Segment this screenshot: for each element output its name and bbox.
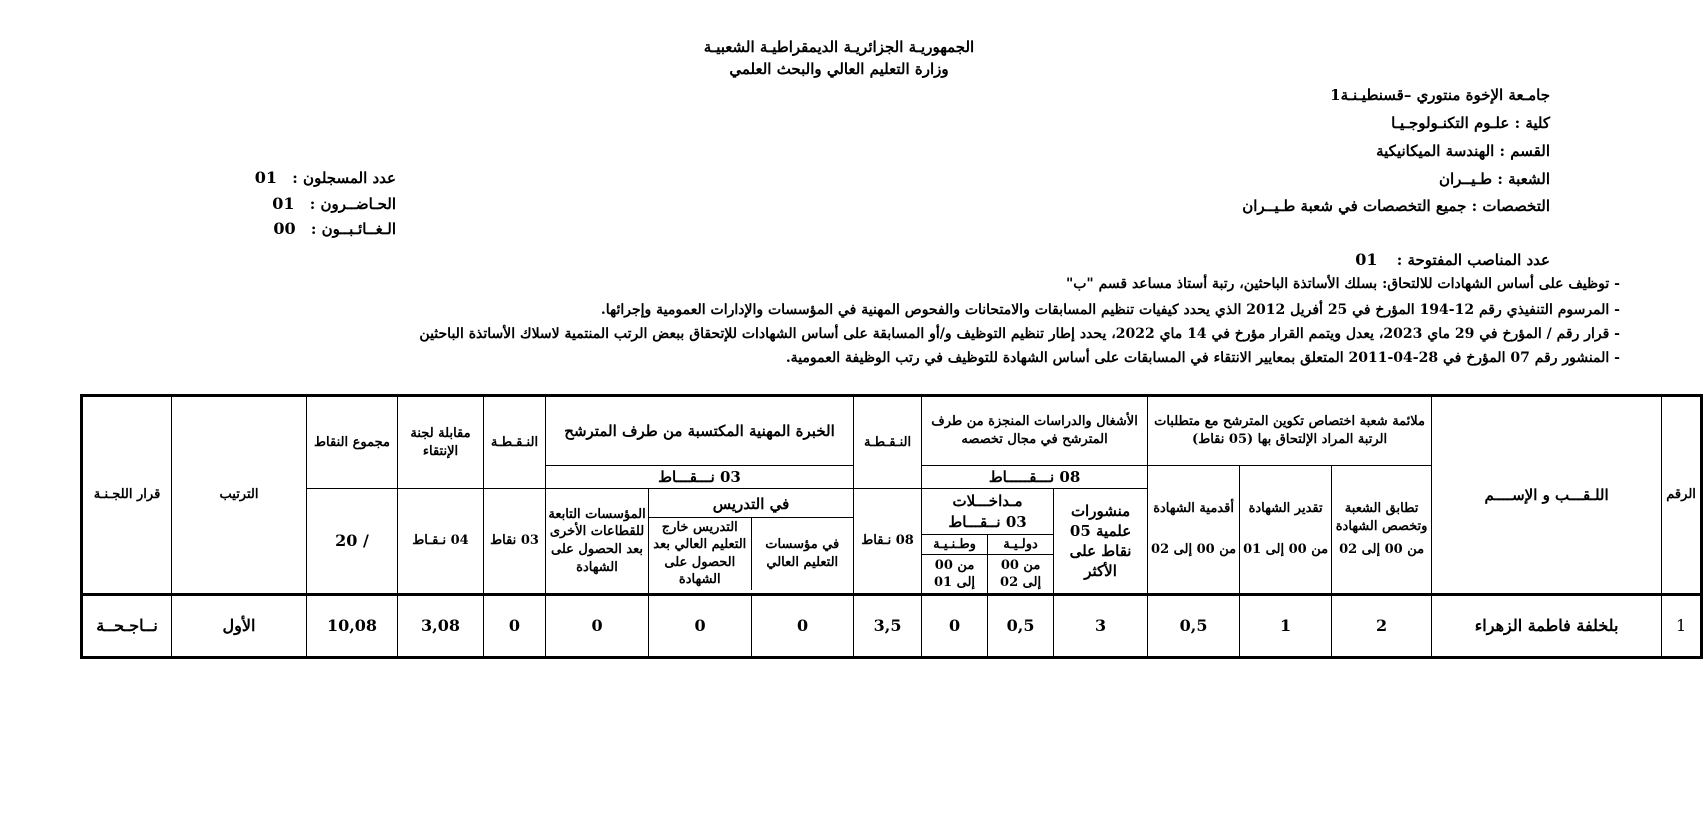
header-publications: منشورات علمية 05 نقاط على الأكثر — [1054, 489, 1148, 595]
header-rank: الترتيب — [172, 396, 307, 595]
talks-natl-range: من 00 إلى 01 — [934, 557, 976, 591]
cell-teach-in: 0 — [752, 594, 854, 657]
header-fit: ملائمة شعبة اختصاص تكوين المترشح مع متطلبات الرتبة المراد الإلتحاق بها (05 نقاط) — [1148, 396, 1432, 466]
header-talks — [922, 489, 1054, 595]
ministry-title: وزارة التعليم العالي والبحث العلمي — [729, 60, 949, 78]
registered-stat — [256, 168, 396, 187]
fit-grade-range: من 00 إلى 01 — [1243, 542, 1329, 558]
header-other-institutions: المؤسسات التابعة للقطاعات الأخرى بعد الحصول على الشهادة — [546, 489, 649, 595]
fit-age-label: أقدمية الشهادة — [1153, 500, 1234, 516]
talks-subtable — [922, 489, 1053, 593]
fit-match-label: تطابق الشعبة وتخصص الشهادة — [1335, 501, 1428, 534]
header-name: اللـقـــب و الإســــم — [1432, 396, 1662, 595]
cell-interview: 3,08 — [398, 594, 484, 657]
open-positions — [1355, 250, 1550, 269]
header-score2-points: 03 نقاط — [484, 489, 546, 595]
present-label: الحـاضــرون : — [309, 195, 396, 213]
cell-publications: 3 — [1054, 594, 1148, 657]
faculty-line: كلية : علـوم التكنـولوجـيـا — [1391, 114, 1550, 132]
republic-title: الجمهوريـة الجزائريـة الديمقراطيـة الشعبيـة — [703, 38, 975, 56]
cell-decision: نــاجـحــة — [82, 594, 172, 657]
header-works-points: 08 نـــقـــــاط — [922, 466, 1148, 489]
cell-fit-grade: 1 — [1240, 594, 1332, 657]
cell-num: 1 — [1662, 594, 1702, 657]
absent-label: الـغــائـبــون : — [310, 220, 396, 238]
header-interview-points: 04 نـقـاط — [398, 489, 484, 595]
absent-stat — [256, 219, 396, 238]
cell-name: بلخلفة فاطمة الزهراء — [1432, 594, 1662, 657]
talks-intl-range: من 00 إلى 02 — [988, 555, 1054, 593]
header-score1: النـقـطـة — [854, 396, 922, 489]
cell-other: 0 — [546, 594, 649, 657]
header-experience: الخبرة المهنية المكتسبة من طرف المترشح — [546, 396, 854, 466]
absent-value: 00 — [273, 219, 296, 238]
header-score1-points: 08 نـقاط — [854, 489, 922, 595]
header-fit-grade — [1240, 466, 1332, 595]
header-decision: قرار اللجـنـة — [82, 396, 172, 595]
results-table — [80, 394, 1703, 659]
cell-intl: 0,5 — [988, 594, 1054, 657]
cell-fit-age: 0,5 — [1148, 594, 1240, 657]
open-positions-label: عدد المناصب المفتوحة : — [1396, 251, 1550, 269]
branch-line: الشعبة : طـيــران — [1438, 170, 1550, 188]
present-stat — [256, 194, 396, 213]
header-fit-age — [1148, 466, 1240, 595]
cell-natl: 0 — [922, 594, 988, 657]
header-works: الأشغال والدراسات المنجزة من طرف المترشح في مجال تخصصه — [922, 396, 1148, 466]
talks-natl: وطـنـيـة — [922, 534, 988, 555]
talks-points: 03 نــقـــاط — [948, 512, 1027, 531]
talks-title: مـداخـــلات — [952, 492, 1023, 511]
specialties-line: التخصصات : جميع التخصصات في شعبة طـيــران — [1242, 197, 1550, 215]
talks-intl: دولـيـة — [988, 534, 1054, 555]
legal-line-3: - قرار رقم / المؤرخ في 29 ماي 2023، يعدل ويتمم القرار مؤرخ في 14 ماي 2022، يحدد إطار تنظيم التوظيف و/أو المسابقة على أساس الشهادات للإتحقاق ببعض الرتب المنتمية لاسلاك الأساتذة الباحثين — [419, 326, 1620, 342]
cell-total: 10,08 — [307, 594, 398, 657]
header-teaching — [649, 489, 854, 595]
teaching-outside-university: التدريس خارج التعليم العالي بعد الحصول على الشهادة — [653, 519, 747, 588]
teaching-subtable — [649, 492, 853, 589]
header-score2: النـقـطـة — [484, 396, 546, 489]
cell-score1: 3,5 — [854, 594, 922, 657]
registered-value: 01 — [254, 168, 278, 187]
header-interview: مقابلة لجنة الإنتقاء — [398, 396, 484, 489]
teaching-label: في التدريس — [649, 492, 853, 517]
header-experience-points: 03 نـــقـــاط — [546, 466, 854, 489]
legal-line-4: - المنشور رقم 07 المؤرخ في 28-04-2011 المتعلق بمعايير الانتقاء في المسابقات على أساس الشهادة للتوظيف في رتب الوظيفة العمومية. — [785, 350, 1620, 366]
talks-label — [922, 489, 1053, 534]
header-total: مجموع النقاط — [307, 396, 398, 489]
legal-line-2: - المرسوم التنفيذي رقم 12-194 المؤرخ في 25 أفريل 2012 الذي يحدد كيفيات تنظيم المسابقات والامتحانات والفحوص المهنية في المؤسسات والإدارات العمومية وإجرائها. — [600, 302, 1620, 318]
cell-rank: الأول — [172, 594, 307, 657]
present-value: 01 — [272, 194, 295, 213]
legal-line-1: - توظيف على أساس الشهادات للالتحاق: بسلك الأساتذة الباحثين، رتبة أستاذ مساعد قسم "ب" — [1065, 276, 1620, 292]
teaching-in-university: في مؤسسات التعليم العالي — [751, 517, 853, 590]
header-fit-match — [1332, 466, 1432, 595]
cell-score2: 0 — [484, 594, 546, 657]
header-num: الرقم — [1662, 396, 1702, 595]
table-row — [82, 594, 1702, 657]
department-line: القسم : الهندسة الميكانيكية — [1376, 142, 1550, 160]
header-total-points: / 20 — [307, 489, 398, 595]
cell-fit-match: 2 — [1332, 594, 1432, 657]
fit-match-range: من 00 إلى 02 — [1339, 542, 1425, 558]
open-positions-value: 01 — [1355, 250, 1378, 269]
fit-age-range: من 00 إلى 02 — [1151, 542, 1237, 558]
registered-label: عدد المسجلون : — [292, 169, 396, 187]
university-line: جامـعة الإخوة منتوري –قسنطيـنـة1 — [1330, 86, 1550, 104]
fit-grade-label: تقدير الشهادة — [1248, 500, 1323, 516]
cell-teach-out: 0 — [649, 594, 752, 657]
